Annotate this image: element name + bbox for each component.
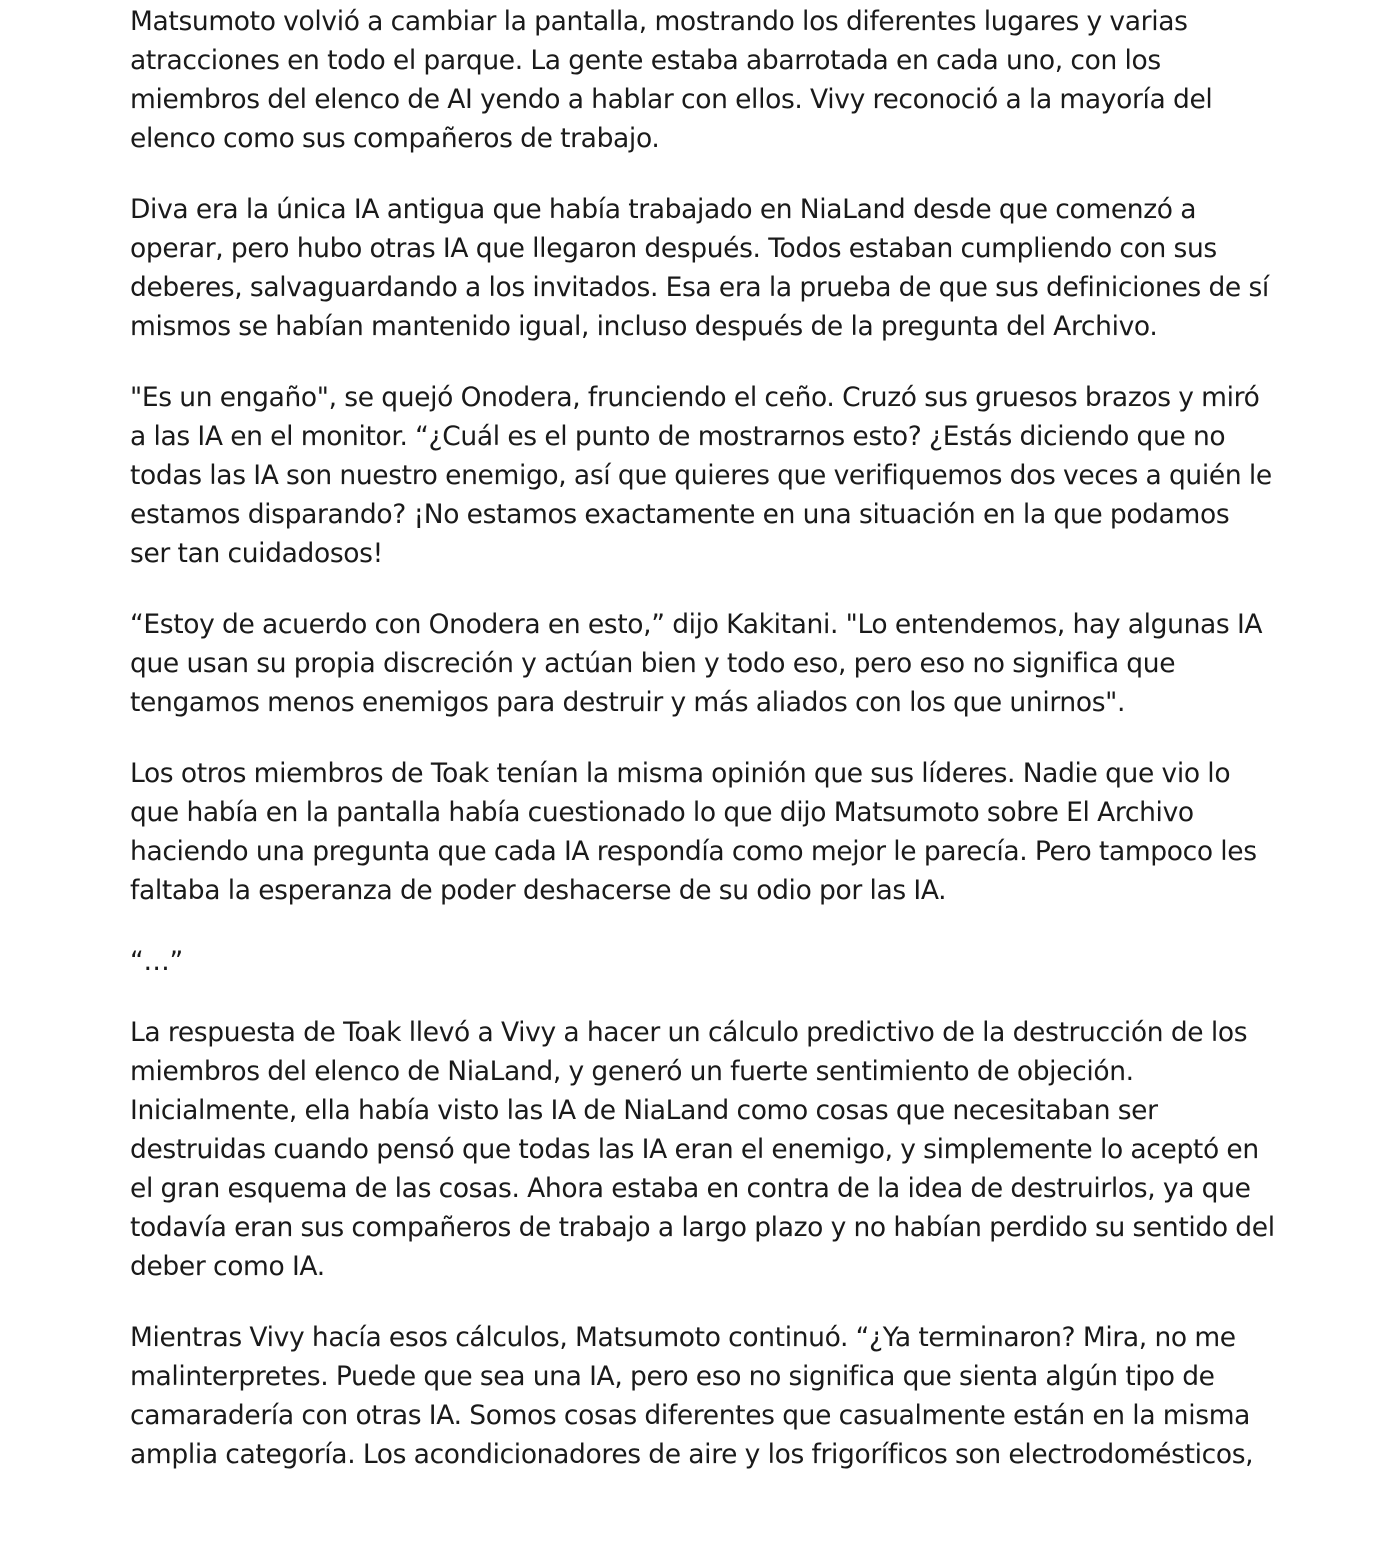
- paragraph-3: "Es un engaño", se quejó Onodera, frunciendo el ceño. Cruzó sus gruesos brazos y miró a las IA en el monitor. “¿Cuál es el punto de mostrarnos esto? ¿Estás diciendo que no todas las IA son nuestro enemigo, así que quieres que verifiquemos dos veces a quién le estamos disparando? ¡No estamos exactamente en una situación en la que podamos ser tan cuidadosos!: [130, 382, 1272, 569]
- paragraph-8: Mientras Vivy hacía esos cálculos, Matsumoto continuó. “¿Ya terminaron? Mira, no me malinterpretes. Puede que sea una IA, pero eso no significa que sienta algún tipo de camaradería con otras IA. Somos cosas diferentes que casualmente están en la misma amplia categoría. Los acondicionadores de aire y los frigoríficos son electrodomésticos,: [130, 1322, 1254, 1470]
- paragraph-2: Diva era la única IA antigua que había trabajado en NiaLand desde que comenzó a operar, pero hubo otras IA que llegaron después. Todos estaban cumpliendo con sus deberes, salvaguardando a los invitados. Esa era la prueba de que sus definiciones de sí mismos se habían mantenido igual, incluso después de la pregunta del Archivo.: [130, 194, 1269, 342]
- paragraph-5: Los otros miembros de Toak tenían la misma opinión que sus líderes. Nadie que vio lo que había en la pantalla había cuestionado lo que dijo Matsumoto sobre El Archivo haciendo una pregunta que cada IA respondía como mejor le parecía. Pero tampoco les faltaba la esperanza de poder deshacerse de su odio por las IA.: [130, 758, 1257, 906]
- paragraph-4: “Estoy de acuerdo con Onodera en esto,” dijo Kakitani. "Lo entendemos, hay algunas IA que usan su propia discreción y actúan bien y todo eso, pero eso no significa que tengamos menos enemigos para destruir y más aliados con los que unirnos".: [130, 609, 1263, 718]
- paragraph-1: Matsumoto volvió a cambiar la pantalla, mostrando los diferentes lugares y varias atracciones en todo el parque. La gente estaba abarrotada en cada uno, con los miembros del elenco de AI yendo a hablar con ellos. Vivy reconoció a la mayoría del elenco como sus compañeros de trabajo.: [130, 6, 1213, 154]
- document-page: [130, 2, 1275, 1506]
- paragraph-7: La respuesta de Toak llevó a Vivy a hacer un cálculo predictivo de la destrucción de los miembros del elenco de NiaLand, y generó un fuerte sentimiento de objeción. Inicialmente, ella había visto las IA de NiaLand como cosas que necesitaban ser destruidas cuando pensó que todas las IA eran el enemigo, y simplemente lo aceptó en el gran esquema de las cosas. Ahora estaba en contra de la idea de destruirlos, ya que todavía eran sus compañeros de trabajo a largo plazo y no habían perdido su sentido del deber como IA.: [130, 1017, 1275, 1282]
- paragraph-6: “…”: [130, 946, 183, 977]
